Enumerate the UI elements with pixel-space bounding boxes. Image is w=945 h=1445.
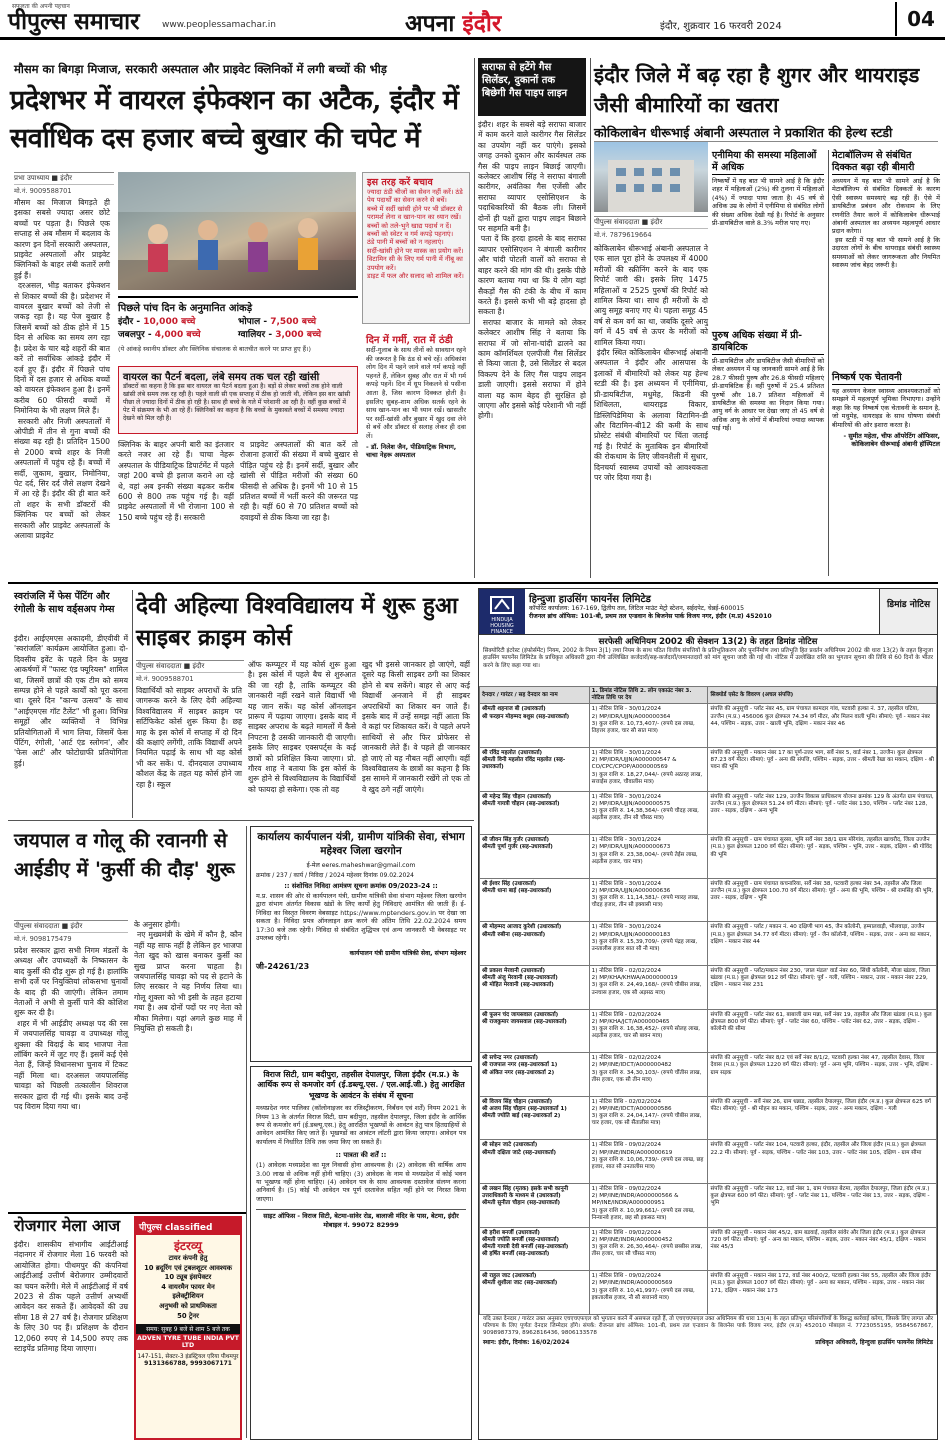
prevention-box-title: इस तरह करें बचाव xyxy=(367,177,433,188)
column-rule xyxy=(246,826,247,1438)
column-rule xyxy=(828,150,829,576)
table-cell-names: श्री हरीश बनर्जी (उधारकर्ता) श्रीमती ज्योति बनर्जी (सह-उधारकर्ता) श्रीमती गायत्री देवी बनर्जी (सह-उधारकर्ता) श्री हर्षित बनर्जी (सह-उधारकर्ता) xyxy=(480,1227,590,1271)
davv-col1: विद्यार्थियों को साइबर अपराधों के प्रति जागरूक करने के लिए देवी अहिल्या विश्वविद्यालय में साइबर क्राइम पर सर्टिफिकेट कोर्स शुरू किया है। छह माह के इस कोर्स में सप्ताह में दो दिन की कक्षाएं लगेंगी, ताकि विद्यार्थी अपने नियमित पढ़ाई के साथ भी यह कोर्स भी कर सकें। पं. दीनदयाल उपाध्याय कौशल केंद्र के तहत यह कोर्स होने जा रहा है। स्कूल xyxy=(136,686,245,789)
stat-value: 4,000 बच्चे xyxy=(154,330,201,340)
prevention-box xyxy=(362,172,470,324)
diabetes-headline: इंदौर जिले में बढ़ रहा है शुगर और थायराइड जैसी बीमारियों का खतरा xyxy=(594,63,920,117)
classified-phone[interactable]: 9131366788, 9993067171 xyxy=(144,1360,232,1368)
diabetes-deck: कोकिलाबेन धीरूभाई अंबानी अस्पताल ने प्रकाशित की हेल्थ स्टडी xyxy=(594,124,938,142)
hinduja-branch: रीजनल ब्रांच ऑफिस: 101-बी, प्रथम तल एन्डवान के बिजनेस पार्क विजय नगर, इंदौर (म.प्र) 452010 xyxy=(529,613,772,620)
lead-headline: प्रदेशभर में वायरल इंफेक्शन का अटैक, इंदौर में सर्वाधिक दस हजार बच्चे बुखार की चपेट में xyxy=(10,85,459,154)
rozgar-title: रोजगार मेला आज xyxy=(14,1216,121,1235)
stat-value: 3,000 बच्चे xyxy=(275,330,322,340)
stat-city: ग्वालियर xyxy=(238,330,266,340)
stats-note: (ये आंकड़े स्थानीय डॉक्टर और क्लिनिक संचालक से बातचीत करने पर प्राप्त हुए हैं।) xyxy=(118,345,311,353)
land-notice xyxy=(250,1066,472,1440)
table-cell-names: श्री राहुल जाट (उधारकर्ता) श्रीमती शुशीला जाट (सह-उधारकर्ता) xyxy=(480,1271,590,1315)
hinduja-intro: सिक्योरिटी इंटरेस्ट (इंफोर्समेंट) नियम, 2002 के नियम 3(1) तथा नियम के साथ पठित वित्तीय संपत्तियों के प्रतिभूतिकरण और पुनर्निर्माण तथा प्रतिभूति हित प्रवर्तन अधिनियम 2002 की धारा 13(2) के तहत हिन्दुजा हाउसिंग फायनेंस लिमिटेड के प्राधिकृत अधिकारी द्वारा नीचे उल्लिखित कर्जदारों/सह-कर्जदारों/जमानतदारों को मांग सूचना जारी की गई थी। नोटिस में उल्लेखित राशि का भुगतान सूचना की तिथि से 60 दिनों के भीतर करने के लिए कहा गया था। xyxy=(483,648,933,669)
tender-notice-title: :: संशोधित निविदा आमंत्रण सूचना क्रमांक 09/2023-24 :: xyxy=(284,882,438,890)
table-cell-names: श्री जीवन सिंह गुर्जर (उधारकर्ता) श्रीमती पूर्णा गुर्जर (सह-उधारकर्ता) xyxy=(480,835,590,879)
table-cell-names: श्री सचेन्द्र नगर (उधारकर्ता) श्री राजपाल नगर (सह-उधारकर्ता 1) श्री अंकित नगर (सह-उधारकर्ता 2) xyxy=(480,1053,590,1097)
children-waiting-icon xyxy=(118,172,356,290)
table-row xyxy=(480,791,937,835)
politics-col2: के अनुसार होगी। नए मुख्यमंत्री के खेमे में कौन है, कौन नहीं यह साफ नहीं है लेकिन हर भाजपा नेता खुद को खास बनाकर कुर्सी का सुख प्राप्त करना चाहता है। जयपालसिंह चावड़ा को पद से हटाने के लिए सरकार ने यह निर्णय लिया था। गोलू शुक्ला को भी इसी के तहत हटाया गया है। अब दोनों पदों पर नए नेता को मौका मिलेगा। यहां अगले कुछ माह में नियुक्ति हो सकती है। xyxy=(134,920,243,1034)
hospital-icon xyxy=(594,142,708,212)
table-row xyxy=(480,835,937,879)
land-conditions-title: :: पात्रता की शर्तें :: xyxy=(335,1151,387,1160)
land-title: विराज सिटी, ग्राम बदीपुरा, तहसील देपालपुर, जिला इंदौर (म.प्र.) के आर्थिक रूप से कमजोर वर्ग (ई.डब्ल्यू.एस. / एल.आई.जी.) हेतु आरक्षित भूखण्ड के आवंटन के संबंध में सूचना xyxy=(257,1070,465,1100)
lead-kicker: मौसम का बिगड़ा मिजाज, सरकारी अस्पताल और प्राइवेट क्लिनिकों में लगी बच्चों की भीड़ xyxy=(14,62,387,76)
hinduja-office: कॉर्पोरेट कार्यालय: 167-169, द्वितीय तल, लिटिल माउंट मेट्रो स्टेशन, सईदपेट, चेन्नई-600015 xyxy=(529,605,745,612)
table-cell-notice: 1) नोटिस तिथि - 30/01/2024 2) MP/IDR/UJJN/A000000673 3) कुल राशि रु. 23,38,004/- (रुपये तेईस लाख, अड़तीस हजार, चार मात्र) xyxy=(589,835,708,879)
hinduja-logo-icon xyxy=(489,595,515,615)
stat-city: भोपाल xyxy=(238,317,261,327)
pattern-box xyxy=(118,366,358,434)
land-contact: साइट ऑफिस - विराज सिटी, बेटमा-सांवेर रोड, बालाजी मंदिर के पास, बेटमा, इंदौर मोबाइल नं. 99072 82999 xyxy=(256,1209,466,1229)
table-cell-notice: 1) नोटिस तिथि - 30/01/2024 2) MP/IDR/UJJN/A000000364 3) कुल राशि रु. 10,73,407/- (रुपये दस लाख, तिहत्तर हजार, चार सौ सात मात्र) xyxy=(589,704,708,748)
lead-reporter: प्रभा उपाध्याय ■ इंदौर xyxy=(14,172,114,185)
lead-mobile: मो.नं. 9009588701 xyxy=(14,187,72,195)
table-cell-property: संपत्ति की अनुसूची - सर्वे नंबर 26, ग्राम धन्नाड, तहसील देपालपुर, जिला इंदौर (म.प्र.) कुल क्षेत्रफल 625 वर्ग फीट। सीमाएं: पूर्व - श्री मोहन का मकान, पश्चिम - सड़क, उत्तर - अन्य मकान, दक्षिण - गली xyxy=(708,1096,937,1140)
prediabetic-body: प्री-डायबिटीज और डायबिटीज जैसी बीमारियों को लेकर अध्ययन में यह जानकारी सामने आई है कि 28.7 फीसदी पुरुष और 26.8 फीसदी महिलाएं प्री-डायबिटिक हैं। वहीं पुरुषों में 25.4 प्रतिशत पुरुषों और 18.7 प्रतिशत महिलाओं में डायबिटीज की समस्या का निदान किया गया। आयु वर्ग के आधार पर देखा जाए तो 45 वर्ष से अधिक आयु के लोगों में बीमारियां ज्यादा व्यापक पाई गईं। xyxy=(712,357,825,433)
column-rule xyxy=(590,58,591,578)
tender-code: जी-24261/23 xyxy=(256,962,310,972)
event-body: इंदौर। आईएमएस अकादमी, डीएवीवी में 'स्वरांजलि' कार्यक्रम आयोजित हुआ। दो-दिवसीय इवेंट के पहले दिन के प्रमुख आकर्षणों में "फास्ट एंड फ्यूरियस" शामिल था, जिसमें छात्रों की एक टीम को समय सम्पन्न होने से पहले कार्यों को पूरा करना था। दूसरे दिन "कान्च उत्सव" के साथ "आईएमएस गॉट टैलेंट" भी हुआ। विभिन्न समूहों और व्यक्तियों ने विभिन्न प्रतियोगिताओं में भाग लिया, जिसमें फेस पेंटिंग, रंगोली, 'आर्ट एंड स्लोगन', और 'फेस आर्ट' और फोटोग्राफी प्रतियोगिता हुई। xyxy=(14,634,131,768)
table-cell-notice: 1) नोटिस तिथि - 09/02/2024 2) MP/INE/INDR/A000000566 & MP/INE/INDR/A000000951 3) कुल राशि रु. 10,99,661/- (रुपये दस लाख, निन्यानवे हजार, छह सौ इकसठ मात्र) xyxy=(589,1183,708,1227)
table-row xyxy=(480,878,937,922)
masthead-part-a: अपना xyxy=(405,10,455,37)
classified-line: 4 वायरमैन फायर मेन xyxy=(161,1282,215,1291)
table-cell-names: श्री फूलन चंद जायसवाल (उधारकर्ता) श्री राजकुमार जायसवाल (सह-उधारकर्ता) xyxy=(480,1009,590,1053)
table-row xyxy=(480,1140,937,1184)
table-row xyxy=(480,922,937,966)
diabetes-reporter-line: पीपुल्स संवाददाता ■ इंदौर xyxy=(594,216,708,229)
davv-reporter: पीपुल्स संवाददाता ■ इंदौर xyxy=(136,660,244,673)
column-rule xyxy=(474,58,475,578)
land-conditions: (1) आवेदक मध्यप्रदेश का मूल निवासी होना आवश्यक है। (2) आवेदक की वार्षिक आय 3.00 लाख से अधिक नहीं होनी चाहिए। (3) आवेदक के नाम से मध्यप्रदेश में कोई भवन या भूखण्ड नहीं होना चाहिए। (4) आवेदन पत्र के साथ आवश्यक दस्तावेज संलग्न करना अनिवार्य है। (5) कोई भी आवेदन पत्र पूर्ण दस्तावेज सहित नहीं होने पर निरस्त किया जाएगा। xyxy=(256,1161,466,1203)
table-cell-names: श्री सोहन जाटे (उधारकर्ता) श्रीमती दक्षिता जाटे (सह-उधारकर्ता) xyxy=(480,1140,590,1184)
hinduja-act: सरफेसी अधिनियम 2002 की सेक्शन 13(2) के तहत डिमांड नोटिस xyxy=(598,637,818,647)
page-number: 04 xyxy=(895,2,945,36)
gas-body: इंदौर। शहर के सबसे बड़े सराफा बाजार में काम करने वाले कारीगर गैस सिलेंडर का उपयोग नहीं कर पाएंगे। इसको जगह उनको दुकान और कार्यस्थल तक गैस की पाइप लाइन बिछाई जाएगी। कलेक्टर आशीष सिंह ने सराफा बंगाली कारीगर, अवंतिका गैस एजेंसी और सराफा व्यापार एसोसिएशन के पदाधिकारियों की बैठक ली। जिसमें दोनों ही पक्षों द्वारा पाइप लाइन बिछाने पर सहमति बनी है। पता दें कि हरदा हादसे के बाद सराफा व्यापार एसोसिएशन ने बंगाली कारीगर और चांदी पोटली वालों को सराफा से बाहर करने की मांग की थी। इसके पीछे कारण बताया गया था कि ये लोग यहां सैकड़ों गैस की टंकी के बीच में काम करते हैं। इससे कभी भी बड़े हादसा हो सकता है। सराफा बाजार के मामले को लेकर कलेक्टर आशीष सिंह ने बताया कि सराफा में जो सोना-चांदी ढालने का काम कॉमर्शियल एलपीजी गैस सिलेंडर से किया जाता है, उसे सिलेंडर से बदल विकल्प देने के लिए गैस पाइप लाइन डाली जाएगी। इससे सराफा में होने वाला यह काम बेहद ही सुरक्षित हो जाएगा और इससे कोई परेशानी भी नहीं होगी। xyxy=(478,120,586,421)
table-cell-notice: 1) नोटिस तिथि - 02/02/2024 2) MP/KHA/KHWA/A000000019 3) कुल राशि रु. 24,49,168/- (रुपये चौबीस लाख, उनचास हजार, एक सौ अड़सठ मात्र) xyxy=(589,965,708,1009)
gas-kicker-box xyxy=(478,58,586,116)
table-header: देनदार / गारंटर / सह देनदार का नाम xyxy=(480,687,590,704)
metabolism-box xyxy=(832,150,940,370)
politics-headline: जयपाल व गोलू की रवानगी से आईडीए में 'कुर्सी की दौड़' शुरू xyxy=(14,829,235,881)
table-cell-notice: 1) नोटिस तिथि - 30/01/2024 2) MP/IDR/UJJN/A000000183 3) कुल राशि रु. 15,39,709/- (रुपये पंद्रह लाख, उनतालीस हजार सात सौ नौ मात्र) xyxy=(589,922,708,966)
classified-line: 10 ट्यूब इंसपेक्टर xyxy=(164,1273,212,1282)
table-cell-names: श्री महेन्द्र सिंह चौहान (उधारकर्ता) श्रीमती गायत्री चौहान (सह-उधारकर्ता) xyxy=(480,791,590,835)
table-cell-names: श्री ईश्वर सिंह (उधारकर्ता) श्रीमती धाना बाई (सह-उधारकर्ता) xyxy=(480,878,590,922)
hinduja-signature: प्राधिकृत अधिकारी, हिन्दुजा हाउसिंग फायनेंस लिमिटेड xyxy=(815,1338,933,1346)
weather-credit: - डॉ. निलेश जैन, पीडियाट्रिक विभाग, चाचा नेहरू अस्पताल xyxy=(366,442,457,459)
table-cell-notice: 1) नोटिस तिथि - 09/02/2024 2) MP/INE/INDR/A000000452 3) कुल राशि रु. 26,30,464/- (रुपये छब्बीस लाख, तीस हजार, चार सौ चौंसठ मात्र) xyxy=(589,1227,708,1271)
hinduja-notice xyxy=(478,588,938,1440)
anemia-title: एनीमिया की समस्या महिलाओं में अधिक xyxy=(712,150,824,175)
lead-col3: व प्राइवेट अस्पतालों की बात करें तो रोजाना हजारों की संख्या में बच्चे बुखार से पीड़ित पहुंच रहे हैं। इनमें सर्दी, बुखार और खांसी से पीड़ित मरीजों की संख्या 60 फीसदी से अधिक है। इनमें भी 10 से 15 प्रतिशत बच्चों में भर्ती करने की जरूरत पड़ रही है। यहीं 60 से 70 प्रतिशत बच्चों को दवाइयों से ठीक किया जा रहा है। xyxy=(240,440,361,522)
classified-company: ADVEN TYRE TUBE INDIA PVT LTD xyxy=(137,1335,239,1350)
tender-body: म.प्र. शासन की ओर से कार्यपालन यंत्री, ग्रामीण यांत्रिकी सेवा संभाग महेश्वर जिला खरगोन द्वारा संभाग अंतर्गत विकास खंडों के लिए कार्यों हेतु निविदाएं आमंत्रित की जाती हैं। ई-निविदा का विस्तृत विवरण वेबसाइट https://www.mptenders.gov.in पर देखा जा सकता है। निविदा प्रपत्र ऑनलाइन क्रय करने की अंतिम तिथि 22.02.2024 समय 17:30 बजे तक रहेगी। निविदा से संबंधित शुद्धिपत्र एवं अन्य जानकारी भी वेबसाइट पर उपलब्ध रहेगी। xyxy=(256,892,466,943)
masthead-part-b: इंदौर xyxy=(462,10,502,37)
table-row xyxy=(480,1271,937,1315)
anemia-body: निष्कर्षों में यह बात भी सामने आई है कि इंदौर शहर में महिलाओं (2%) की तुलना में महिलाओं (4%) में ज्यादा पाया जाता है। 45 वर्ष से अधिक उम्र के लोगों में एनीमिया से संबंधित लोगों की संख्या अधिक देखी गई है। रिपोर्ट के अनुसार प्री-डायबिटीज वाले 8.3% मरीज पाए गए। xyxy=(712,177,824,228)
hinduja-company: हिन्दुजा हाउसिंग फायनेंस लिमिटेड xyxy=(529,594,651,605)
politics-reporter: पीपुल्स संवाददाता ■ इंदौर xyxy=(14,920,128,933)
hospital-photo xyxy=(118,172,356,290)
column-rule xyxy=(132,590,133,818)
table-cell-property: संपत्ति की अनुसूची - ग्राम पंचायत सुरसा, भूमि सर्वे नंबर 38/1 ग्राम मोरेगांव, तहसील खाचरौद, जिला उज्जैन (म.प्र.) कुल क्षेत्रफल 1200 वर्ग फीट। सीमाएं: पूर्व - सड़क, पश्चिम - भूमि, उत्तर - सड़क, दक्षिण - श्री गोविंद की भूमि xyxy=(708,835,937,879)
table-cell-names: श्री विजय सिंह चौहान (उधारकर्ता) श्री अजय सिंह चौहान (सह-उधारकर्ता 1) श्रीमती ज्योति बाई (सह-उधारकर्ता 2) xyxy=(480,1096,590,1140)
conclusion-title: निष्कर्ष एक चेतावनी xyxy=(832,372,940,385)
section-divider xyxy=(8,582,938,584)
weather-title: दिन में गर्मी, रात में ठंडी xyxy=(366,335,453,346)
prevention-item: ठंडे पानी में बच्चों को न नहलाएं। xyxy=(367,238,444,247)
table-row xyxy=(480,1227,937,1271)
table-cell-notice: 1) नोटिस तिथि - 09/02/2024 2) MP/INE/INDR/A000000569 3) कुल राशि रु. 10,41,997/- (रुपये दस लाख, इकतालीस हजार, नौ सौ सत्तानवे मात्र) xyxy=(589,1271,708,1315)
table-cell-notice: 1) नोटिस तिथि - 09/02/2024 2) MP/INE/INDR/A000000619 3) कुल राशि रु. 10,06,739/- (रुपये दस लाख, छह हजार, सात सौ उनतालीस मात्र) xyxy=(589,1140,708,1184)
table-row xyxy=(480,1183,937,1227)
table-cell-property: संपत्ति की अनुसूची - प्लॉट नंबर 104, पटवारी हल्का, इंदौर, तहसील और जिला इंदौर (म.प्र.) कुल क्षेत्रफल 22.2 मी। सीमाएं: पूर्व - सड़क, पश्चिम - प्लॉट नंबर 103, उत्तर - प्लॉट नंबर 105, दक्षिण - ग्राम सीमा xyxy=(708,1140,937,1184)
demand-notice-tag: डिमांड नोटिस xyxy=(879,589,937,634)
table-cell-names: श्री मोहम्मद आजाद कुरेशी (उधारकर्ता) श्रीमती रुबीना (सह-उधारकर्ता) xyxy=(480,922,590,966)
davv-col2: ऑफ कम्प्यूटर में यह कोर्स शुरू हुआ है। इस कोर्स में पहले बैच से शुरुआत की जा रही है, ताकि कम्प्यूटर की जानकारी नहीं रखने वाले विद्यार्थी भी यह जान सकें। यह कोर्स ऑनलाइन प्रारूप में पढ़ाया जाएगा। इसके बाद में साइबर अपराध के बढ़ते मामलों में कैसे निपटना है उसकी जानकारी दी जाएगी। इसके लिए साइबर एक्सपर्ट्स के कई छात्रों को प्रशिक्षित किया जाएगा। प्रो. गौरव शाह ने बताया कि इस कोर्स के शुरू होने से विश्वविद्यालय के विद्यार्थियों को फायदा हो सकेगा। एक तो वह xyxy=(248,660,359,794)
stat-item: इंदौर - 10,000 बच्चे xyxy=(118,317,196,327)
diabetes-mobile: मो.नं. 7879619664 xyxy=(594,231,652,239)
anemia-box xyxy=(712,150,824,326)
classified-section: इंटरव्यू xyxy=(174,1239,202,1253)
prevention-item: सर्दी-खांसी होने पर मास्क का प्रयोग करें। xyxy=(367,246,464,255)
land-body: मध्यप्रदेश नगर पालिका (कॉलोनाइजर का रजिस्ट्रीकरण, निर्बंधन एवं शर्तें) नियम 2021 के नियम 13 के अंतर्गत विराज सिटी, ग्राम बदीपुरा, तहसील देपालपुर, जिला इंदौर के आर्थिक रूप से कमजोर वर्ग (ई.डब्ल्यू.एस.) हेतु आरक्षित भूखण्डों के आवंटन हेतु पात्र हितग्राहियों से आवेदन आमंत्रित किए जाते हैं। भूखण्डों का आवंटन लॉटरी द्वारा किया जाएगा। आवेदन पत्र कार्यालय में निर्धारित तिथि तक जमा किए जा सकते हैं। xyxy=(256,1104,466,1146)
davv-col3: खुद भी इससे जानकार हो जाएंगे, वहीं दूसरे यह किसी साइबर ठगी का शिकार होने से बच सकेंगे। बाहर से आए कई विद्यार्थी अनजाने में ही साइबर अपराधियों का शिकार बन जाते हैं। इसके बाद में उन्हें समझ नहीं आता कि वे कहां पर शिकायत करें। वे पहले अपने साथियों से और फिर प्रोफेसर से जानकारी लेते हैं। वे पहले ही जानकार हो जाएं तो यह नौबत नहीं आएगी। वहीं विश्वविद्यालय के छात्रों का कहना है कि इस सामने में जानकारी रखेंगे तो एक तो वे खुद ठगे नहीं जाएंगे। xyxy=(362,660,473,794)
demand-notice-table xyxy=(479,686,937,1315)
table-cell-names: श्री प्रकाश मेरवानी (उधारकर्ता) श्रीमती अंजु मेरवानी (सह-उधारकर्ता) श्री मोहित मेरवानी (सह-उधारकर्ता) xyxy=(480,965,590,1009)
prevention-item: बच्चे में सर्दी खांसी होने पर भी डॉक्टर से परामर्श लेना व खान-पान का ध्यान रखें। xyxy=(367,204,463,222)
prevention-item: विटामिन सी के लिए गर्म पानी में नींबू का उपयोग करें। xyxy=(367,255,463,272)
prediabetic-title: पुरुष अधिक संख्या में प्री-डायबिटिक xyxy=(712,330,824,355)
tender-title: कार्यालय कार्यपालन यंत्री, ग्रामीण यांत्रिकी सेवा, संभाग महेश्वर जिला खरगोन xyxy=(257,831,465,857)
hinduja-footer: यदि उक्त देनदार / गारंटर उक्त अनुसार एचएचएफएल को भुगतान करने में असफल रहते हैं, तो एचएचएफएल उक्त अधिनियम की धारा 13(4) के तहत प्रतिभूत परिसंपत्तियों के विरुद्ध कार्रवाई करेगा, जिसके लिए लागत और परिणाम के लिए पूर्णतः देनदार जिम्मेदार होंगे। संपर्क: रीजनल ब्रांच ऑफिस: 101-बी, प्रथम तल एन्डवान के बिजनेस पार्क विजय नगर, इंदौर (म.प्र) 452010 मोबाइल नं. 7723055195, 9584567867, 9098987379, 8962816436, 9806133578 xyxy=(483,1315,933,1336)
conclusion-box xyxy=(832,372,940,576)
table-header: सिक्योर्ड एसेट के विवरण (अचल संपत्ति) xyxy=(708,687,937,704)
conclusion-body: यह अध्ययन केवल स्वास्थ्य आवश्यकताओं को समझने में महत्वपूर्ण भूमिका निभाएगा। उन्होंने कहा कि यह निष्कर्ष एक चेतावनी के समान है, जो मधुमेह, थायराइड के साथ घोषणा संबंधी बीमारियों की ओर इशारा करता है। xyxy=(832,387,940,429)
table-row xyxy=(480,965,937,1009)
table-cell-property: संपत्ति की अनुसूची - प्लॉट नंबर 12, वार्ड नंबर 1, ग्राम पंचायत बेटमा, तहसील देपालपुर, जिला इंदौर (म.प्र.) कुल क्षेत्रफल 600 वर्ग फीट। सीमाएं: पूर्व - प्लॉट नंबर 11, पश्चिम - प्लॉट नंबर 13, उत्तर - सड़क, दक्षिण - भूमि xyxy=(708,1183,937,1227)
table-cell-property: संपत्ति की अनुसूची - ग्राम पंचायत कचनारिया, सर्वे नंबर 38, पटवारी हल्का नंबर 34, तहसील और जिला उज्जैन (म.प्र.) कुल क्षेत्रफल 100.70 वर्ग मीटर। सीमाएं: पूर्व - अन्य की भूमि, पश्चिम - श्री रामसिंह की भूमि, उत्तर - सड़क, दक्षिण - भूमि xyxy=(708,878,937,922)
hospital-building-photo xyxy=(594,142,708,212)
hinduja-logo-text: HINDUJA HOUSING FINANCE xyxy=(490,617,514,635)
prevention-item: ज्यादा ठंडी चीजों का सेवन नहीं करें। ठंडे पेय पदार्थों का सेवन करने से बचें। xyxy=(367,188,463,205)
rozgar-body: इंदौर। शासकीय संभागीय आईटीआई नंदानगर में रोजगार मेला 16 फरवरी को आयोजित होगा। पीथमपुर की कंपनियां आईटीआई उत्तीर्ण बेरोजगार उम्मीदवारों का चयन करेंगी। मेले में आईटीआई में वर्ष 2023 से ठीक पहले उत्तीर्ण अभ्यर्थी आवेदन कर सकते हैं। आवेदकों की उम्र सीमा 18 से 27 वर्ष है। रोजगार प्रशिक्षण के लिए 30 पद हैं। प्रशिक्षण के दौरान 12,060 रुपए से 14,500 रुपए तक स्टाइपेंड प्रतिमाह दिया जाएगा। xyxy=(14,1240,131,1354)
table-cell-notice: 1) नोटिस तिथि - 02/02/2024 2) MP/KHA/JCT/A000000465 3) कुल राशि रु. 16,38,452/- (रुपये सोलह लाख, अड़तीस हजार, चार सौ बावन मात्र) xyxy=(589,1009,708,1053)
table-cell-notice: 1) नोटिस तिथि - 30/01/2024 2) MP/IDR/UJJN/A000000547 & CO/CPC/CPOP/A000000569 3) कुल राशि रु. 18,27,044/- (रुपये अठारह लाख, सत्ताईस हजार, चौवालीस मात्र) xyxy=(589,748,708,792)
hinduja-place: स्थान: इंदौर, दिनांक: 16/02/2024 xyxy=(483,1338,570,1346)
table-cell-names: श्रीमती शहनाज बी (उधारकर्ता) श्री फरहान मोहम्मद बशुस (सह-उधारकर्ता) xyxy=(480,704,590,748)
stats-title: पिछले पांच दिन के अनुमानित आंकड़े xyxy=(118,303,253,314)
stats-box xyxy=(118,296,358,360)
politics-mobile: मो.नं. 9098175479 xyxy=(14,935,72,943)
gas-kicker: सराफा से हटेंगे गैस सिलेंडर, दुकानों तक बिछेगी गैस पाइप लाइन xyxy=(482,62,568,99)
table-row xyxy=(480,1096,937,1140)
newspaper-logo: पीपुल्स समाचार xyxy=(8,8,140,35)
pattern-body: डॉक्टरों का कहना है कि इस बार वायरल का पैटर्न बदला हुआ है। बड़ों से लेकर बच्चों तक होने वाली खांसी लंबे समय तक रह रही है। पहले वाली सी एक सप्ताह में ठीक हो जाती थी, लेकिन इस बार खांसी पीछा ले ज्यादा दिनों में ठीक हो रही है। साथ ही बच्चे के गले में परेशानी आ रही है। वहीं कुछ बच्चों में पेट में संक्रमण के भी आ रहे हैं। क्लिनिकों का कहना है कि बच्चों के मुकाबले बच्चों में समस्या ज्यादा देखने को मिल रही है। xyxy=(123,383,351,422)
stat-city: जबलपुर xyxy=(118,330,145,340)
table-cell-property: संपत्ति की अनुसूची - मकान नंबर 45/2, ग्राम बडवाई, तहसील सांवेर और जिला इंदौर (म.प्र.) कुल क्षेत्रफल 720 वर्ग फीट। सीमाएं: पूर्व - अन्य का मकान, पश्चिम - सड़क, उत्तर - मकान नंबर 45/1, दक्षिण - मकान नंबर 45/3 xyxy=(708,1227,937,1271)
tender-email[interactable]: ई-मेल eeres.maheshwar@gmail.com xyxy=(306,862,416,869)
section-masthead xyxy=(405,6,501,38)
classified-brand: पीपुल्स classified xyxy=(136,1218,240,1235)
davv-mobile: मो.नं. 9009588701 xyxy=(136,675,194,683)
classified-line: इलेक्ट्रीशियन xyxy=(172,1292,204,1301)
weather-box xyxy=(362,330,470,572)
stat-value: 7,500 बच्चे xyxy=(270,317,317,327)
table-cell-notice: 1) नोटिस तिथि - 30/01/2024 2) MP/IDR/UJJN/A000000636 3) कुल राशि रु. 11,14,381/- (रुपये ग्यारह लाख, चौदह हजार, तीन सौ इक्यासी मात्र) xyxy=(589,878,708,922)
page-header xyxy=(0,0,945,40)
table-cell-property: संपत्ति की अनुसूची - प्लॉट/मकान नंबर 230, 'लाल मंडल' वार्ड नंबर 60, सिंधी कॉलोनी, मौजा खंडवा, जिला खंडवा (म.प्र.) कुल क्षेत्रफल 912 वर्ग फीट। सीमाएं: पूर्व - गली, पश्चिम - मकान, उत्तर - मकान नंबर 229, दक्षिण - मकान नंबर 231 xyxy=(708,965,937,1009)
table-row xyxy=(480,1053,937,1097)
table-row xyxy=(480,704,937,748)
prevention-item: बच्चों को स्वेटर व गर्म कपड़े पहनाएं। xyxy=(367,230,454,239)
classified-ad xyxy=(134,1216,242,1440)
table-cell-property: संपत्ति की अनुसूची - मकान नंबर 172, वार्ड नंबर 400/2, पटवारी हल्का नंबर 55, तहसील और जिला इंदौर (म.प्र.) कुल क्षेत्रफल 1007 वर्ग फीट। सीमाएं: पूर्व - अन्य का मकान, पश्चिम - सड़क, उत्तर - मकान नंबर 171, दक्षिण - मकान नंबर 173 xyxy=(708,1271,937,1315)
table-cell-notice: 1) नोटिस तिथि - 02/02/2024 2) MP/INE/IDCT/A000000586 3) कुल राशि रु. 24,04,147/- (रुपये चौबीस लाख, चार हजार, एक सौ सैंतालीस मात्र) xyxy=(589,1096,708,1140)
section-divider xyxy=(8,820,474,821)
table-cell-notice: 1) नोटिस तिथि - 30/01/2024 2) MP/IDR/UJJN/A000000575 3) कुल राशि रु. 14,38,364/- (रुपये चौदह लाख, अड़तीस हजार, तीन सौ चौंसठ मात्र) xyxy=(589,791,708,835)
prevention-item: डाइट में फल और सलाद को शामिल करें। xyxy=(367,272,464,281)
stat-value: 10,000 बच्चे xyxy=(143,317,196,327)
classified-address: 147-151, सेक्टर-3 इंडस्ट्रियल एरिया पीथमपुर xyxy=(137,1354,239,1361)
conclusion-credit: - सुमीत महेता, चीफ ऑपरेटिंग ऑफिसर, कोकिलाबेन धीरूभाई अंबानी हॉस्पिटल xyxy=(843,432,940,449)
metabolism-title: मेटाबॉलिज्म से संबंधित दिक्कत बढ़ा रही बीमारी xyxy=(832,150,940,175)
classified-line: 50 ट्रेनर xyxy=(177,1311,199,1320)
davv-headline: देवी अहिल्या विश्वविद्यालय में शुरू हुआ साइबर क्राइम कोर्स xyxy=(136,593,458,651)
tender-notice xyxy=(250,826,472,1062)
website-url[interactable]: www.peoplessamachar.in xyxy=(162,20,276,30)
dateline: इंदौर, शुक्रवार 16 फरवरी 2024 xyxy=(660,21,782,32)
table-cell-names: श्री रविंद्र महलोत (उधारकर्ता) श्रीमती विनी महलोत रविंद्र महलोत (सह-उधारकर्ता) xyxy=(480,748,590,792)
classified-timing: समय: सुबह 9 बजे से शाम 5 बजे तक xyxy=(136,1324,240,1334)
classified-line: अनुभवी को प्राथमिकता xyxy=(159,1301,217,1310)
tender-ref: क्रमांक / 237 / कार्य / निविदा / 2024 महेश्वर दिनांक 09.02.2024 xyxy=(256,872,415,879)
table-cell-names: श्री लखन सिंह (मृतक) इसके सभी कानूनी उत्तराधिकारी के माध्यम से (उधारकर्ता) श्रीमती सुनीता चौहान (सह-उधारकर्ता) xyxy=(480,1183,590,1227)
table-cell-property: संपत्ति की अनुसूची - प्लॉट नंबर 45, ग्राम पंचायत कामदार गांव, पटवारी हल्का नं. 37, तहसील घटिया, उज्जैन (म.प्र.) 456006 कुल क्षेत्रफल 74.34 वर्ग मीटर, और मिलन वाली भूमि। सीमाएं: पूर्व - मकान नंबर 44, पश्चिम - सड़क, उत्तर - खाली भूमि, दक्षिण - मकान नंबर 46 xyxy=(708,704,937,748)
table-cell-property: संपत्ति की अनुसूची - प्लॉट नंबर 8/2 एवं सर्वे नंबर 8/1/2, पटवारी हल्का नंबर 47, तहसील देवास, जिला देवास (म.प्र.) कुल क्षेत्रफल 1220 वर्ग फीट। सीमाएं: पूर्व - अन्य भूमि, पश्चिम - सड़क, उत्तर - भूमि, दक्षिण - ग्राम सड़क xyxy=(708,1053,937,1097)
table-row xyxy=(480,1009,937,1053)
lead-body: मौसम का मिजाज बिगड़ते ही इसका सबसे ज्यादा असर छोटे बच्चों पर पड़ता है। पिछले एक सप्ताह से अब मौसम में बदलाव के कारण इन दिनों सरकारी अस्पताल, प्राइवेट अस्पतालों और प्राइवेट क्लिनिकों के बाहर लंबी कतारें लगी हुई हैं। दरअसल, भीड़ बताकर इंफेक्शन से शिकार बच्चों की है। प्रदेशभर में वायरल बुखार बच्चों को तेजी से जकड़ रहा है। यह पेज बुखार है जिसमें बच्चों को ठीक होने में 15 दिन से अधिक का समय लग रहा है। प्रदेश के चार बड़े शहरों की बात करें तो सर्वाधिक आंकड़े इंदौर में दर्ज हुए हैं। इंदौर में पिछले पांच दिनों में दस हजार से अधिक बच्चों को वायरल इंफेक्शन हुआ है। इनमें करीब 60 फीसदी बच्चों में निमोनिया के भी लक्षण मिले हैं। सरकारी और निजी अस्पतालों में ओपीडी में तीन से गुना बच्चों की संख्या बढ़ रही है। प्रतिदिन 1500 से 2000 बच्चे शहर के निजी अस्पतालों में पहुंच रहे हैं। बच्चों में सर्दी, जुकाम, बुखार, निमोनिया, पेट दर्द, सिर दर्द जैसे लक्षण देखने में आ रहे हैं। इंदौर की ही बात करें तो शहर के सभी डॉक्टरों की क्लिनिक पर बच्चों को लेकर सरकारी और प्राइवेट अस्पतालों के अलावा प्राइवेट xyxy=(14,198,110,540)
table-cell-property: संपत्ति की अनुसूची - मकान नंबर 17 का पूर्ण-उत्तर भाग, सर्वे नंबर 5, वार्ड नंबर 1, उज्जैन। कुल क्षेत्रफल 87.23 वर्ग मीटर। सीमाएं: पूर्व - अन्य की संपत्ति, पश्चिम - सड़क, उत्तर - श्रीमती रेखा का मकान, दक्षिण - श्री पवन की भूमि xyxy=(708,748,937,792)
metabolism-body: अध्ययन में यह बात भी सामने आई है कि मेटाबॉलिज्म से संबंधित दिक्कतों के कारण ऐसी स्वास्थ्य समस्याएं बढ़ रही हैं। ऐसे में डायबिटीज प्रबंधन और रोकथाम के लिए रणनीति तैयार करने में कोकिलाबेन धीरूभाई अंबानी अस्पताल का अध्ययन महत्वपूर्ण आधार प्रदान करेगा। इस स्टडी में यह बात भी सामने आई है कि उदारता लोगों के बीच थायराइड संबंधी स्वास्थ्य समस्याओं को लेकर जागरूकता और नियमित स्वास्थ्य जांच बेहद जरूरी है। xyxy=(832,177,940,270)
event-kicker: स्वरांजलि में फेस पेंटिंग और रंगोली के साथ वर्ड्सअप गेम्स xyxy=(14,591,115,615)
table-cell-notice: 1) नोटिस तिथि - 02/02/2024 2) MP/INE/IDCT/A000000482 3) कुल राशि रु. 34,30,103/- (रुपये चौंतीस लाख, तीस हजार, एक सौ तीन मात्र) xyxy=(589,1053,708,1097)
classified-line: टायर कंपनी हेतु xyxy=(168,1254,208,1262)
classified-line: 10 ब्रदूरिंग एवं ट्रबलशूटर आवश्यक xyxy=(144,1263,232,1272)
lead-col2: क्लिनिक के बाहर अपनी बारी का इंतजार करते नजर आ रहे हैं। चाचा नेहरू अस्पताल के पीडियाट्रिक डिपार्टमेंट में पहले जहां 200 बच्चे ही इलाज कराने आ रहे थे, वहां अब इनकी संख्या बढ़कर करीब 600 से 800 तक पहुंच गई है। वहीं प्राइवेट अस्पतालों में भी रोजाना 100 से 150 बच्चे पहुंच रहे हैं। सरकारी xyxy=(118,440,237,522)
stat-city: इंदौर xyxy=(118,317,134,327)
table-cell-property: संपत्ति की अनुसूची - प्लॉट नंबर 61, बाबाजी ग्राम मन्ना, सर्वे नंबर 19, तहसील और जिला खंडवा (म.प्र.) कुल क्षेत्रफल 800 वर्ग फीट। सीमाएं: पूर्व - प्लॉट नंबर 60, पश्चिम - प्लॉट नंबर 62, उत्तर - सड़क, दक्षिण - कॉलोनी की सीमा xyxy=(708,1009,937,1053)
weather-body: सर्दी-गुलाब के साथ तीनों को सावधान रहने की जरूरत है कि ठंड से बचे रहें। अधिकांश लोग दिन में पहने जाने वाले गर्म कपड़े नहीं पहनते हैं, लेकिन सुबह और रात में भी गर्म कपड़े पहनें। दिन में धूप निकलने से पसीना आता है, जिस कारण दिक्कत होती है। इसलिए सुबह-शाम अधिक सतर्क रहने के साथ खान-पान का भी ध्यान रखें। खासतौर पर सर्दी-खांसी और बुखार में खुद दवा लेने से बचें और डॉक्टर से सलाह लेकर ही दवा लें। xyxy=(366,346,466,440)
pattern-title: वायरल का पैटर्न बदला, लंबे समय तक चल रही खांसी xyxy=(123,372,320,383)
stat-item: भोपाल - 7,500 बच्चे xyxy=(238,317,317,327)
section-divider xyxy=(8,1212,246,1214)
logo-tagline: सफलता की अपनी पहचान xyxy=(12,3,70,10)
prevention-item: बच्चों को तले-भुने खाद्य पदार्थ न दें। xyxy=(367,221,452,230)
table-cell-property: संपत्ति की अनुसूची - प्लॉट / मकान नं. 40 दक्षिणी भाग 45, जैन कॉलोनी, हम्मालवाड़ी, भीलवाड़ा, उज्जैन (म.प्र.) कुल क्षेत्रफल 34.77 वर्ग मीटर। सीमाएं: पूर्व - जैन कॉलोनी, पश्चिम - सड़क, उत्तर - अन्य का मकान, दक्षिण - मकान नंबर 44 xyxy=(708,922,937,966)
table-header: 1. डिमांड नोटिस तिथि 2. लोन एकाउंट नंबर 3. नोटिस तिथि पर देय xyxy=(589,687,708,704)
politics-col1: प्रदेश सरकार द्वारा सभी निगम मंडलों के अध्यक्ष और उपाध्यक्षों के निष्कासन के बाद कुर्सी की दौड़ शुरू हो गई है। हालांकि सभी दर्जे पर नियुक्तियां लोकसभा चुनावों के बाद ही की जाएंगी। लेकिन तमाम नेताओं ने अभी से कुर्सी पाने की कोशिश शुरू कर दी है। शहर में भी आईडीए अध्यक्ष पद की रस में जयपालसिंह चावड़ा व उपाध्यक्ष गोलू शुक्ला की विदाई के बाद भाजपा नेता लॉबिंग करने में जुट गए हैं। इसमें कई ऐसे नेता हैं, जिन्हें विधानसभा चुनाव में टिकट नहीं मिला था। दरअसल जयपालसिंह चावड़ा को पिछली तत्कालीन शिवराज सरकार द्वारा दी गई थी। इसके बाद उन्हें पद विराम दिया गया था। xyxy=(14,946,128,1112)
table-row xyxy=(480,748,937,792)
hinduja-logo xyxy=(479,589,525,634)
table-cell-property: संपत्ति की अनुसूची - प्लॉट नंबर 129, उज्जैन विकास प्राधिकरण योजना क्रमांक 129 के अंतर्गत ग्राम पंचायत, उज्जैन (म.प्र.) कुल क्षेत्रफल 51.24 वर्ग मीटर। सीमाएं: पूर्व - प्लॉट नंबर 130, पश्चिम - प्लॉट नंबर 128, उत्तर - सड़क, दक्षिण - अन्य भूमि xyxy=(708,791,937,835)
prediabetic-box xyxy=(712,330,824,576)
tender-signoff: कार्यपालन यंत्री ग्रामीण यांत्रिकी सेवा, संभाग महेश्वर xyxy=(349,950,466,958)
stat-item: ग्वालियर - 3,000 बच्चे xyxy=(238,330,322,340)
stat-item: जबलपुर - 4,000 बच्चे xyxy=(118,330,201,340)
diabetes-body: कोकिलाबेन धीरूभाई अंबानी अस्पताल ने एक साल पूरा होने के उपलक्ष्य में 4000 मरीजों की स्क्रीनिंग करने के बाद एक रिपोर्ट जारी की। इसके लिए 1475 महिलाओं व 2525 पुरुषों की रिपोर्ट को शामिल किया था। साथ ही मरीजों के दो आयु समूह बनाए गए थे। पहला समूह 45 वर्ष से कम वर्ग का था, जबकि दूसरे आयु वर्ग में 45 वर्ष से ऊपर के मरीजों को शामिल किया गया। इंदौर स्थित कोकिलाबेन धीरूभाई अंबानी अस्पताल ने इंदौर और आसपास के इलाकों में बीमारियों को लेकर यह हेल्थ स्टडी की है। इस अध्ययन में एनीमिया, प्री-डायबिटीज, मधुमेह, किडनी की शिथिलता, थायराइड विकार, डिस्लिपिडेमिया के अलावा विटामिन-डी और विटामिन-बी12 की कमी के साथ प्रोस्टेट संबंधी बीमारियों पर चिंता जताई गई है। रिपोर्ट के मुताबिक इन बीमारियों की रोकथाम के लिए जीवनशैली में सुधार, दिनचर्या स्वास्थ्य उपायों को आवश्यकता पर जोर दिया गया है। xyxy=(594,244,708,482)
